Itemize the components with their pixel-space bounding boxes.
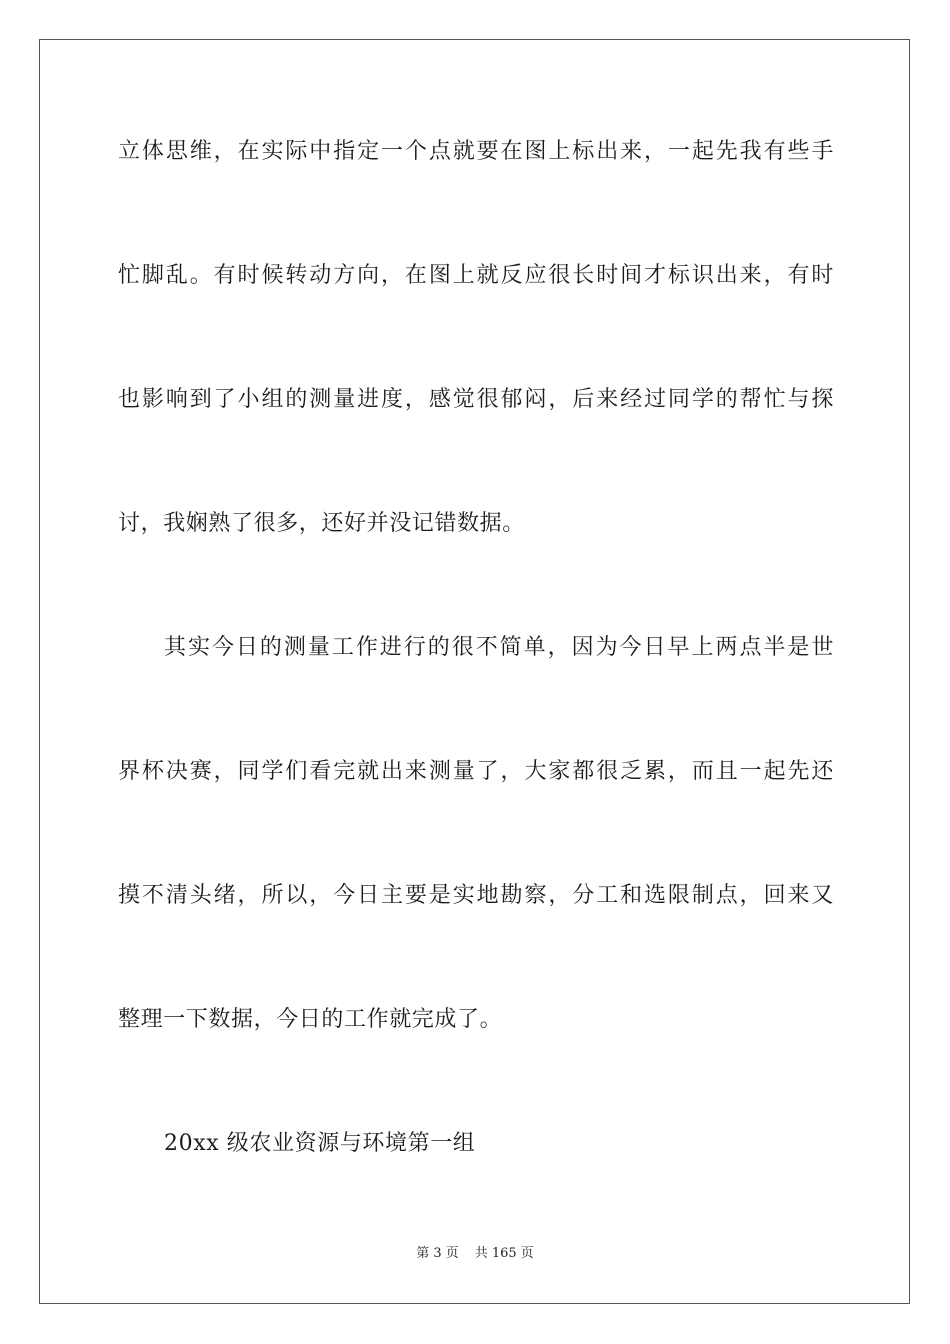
page-number: 第 3 页 bbox=[416, 1246, 459, 1261]
paragraph-line: 整理一下数据，今日的工作就完成了。 bbox=[118, 1007, 503, 1032]
signature-line: 20xx 级农业资源与环境第一组 bbox=[164, 1131, 476, 1156]
paragraph-line: 忙脚乱。有时候转动方向，在图上就反应很长时间才标识出来，有时 bbox=[118, 263, 834, 288]
paragraph-line: 也影响到了小组的测量进度，感觉很郁闷，后来经过同学的帮忙与探 bbox=[118, 387, 834, 412]
paragraph-line: 界杯决赛，同学们看完就出来测量了，大家都很乏累，而且一起先还 bbox=[118, 759, 834, 784]
paragraph-line: 讨，我娴熟了很多，还好并没记错数据。 bbox=[118, 511, 525, 536]
paragraph-line: 其实今日的测量工作进行的很不简单，因为今日早上两点半是世 bbox=[164, 635, 834, 660]
page-total: 共 165 页 bbox=[474, 1246, 534, 1261]
page-border bbox=[39, 39, 910, 1304]
paragraph-line: 立体思维，在实际中指定一个点就要在图上标出来，一起先我有些手 bbox=[118, 139, 834, 164]
paragraph-line: 摸不清头绪，所以，今日主要是实地勘察，分工和选限制点，回来又 bbox=[118, 883, 834, 908]
page-footer bbox=[0, 1245, 950, 1263]
